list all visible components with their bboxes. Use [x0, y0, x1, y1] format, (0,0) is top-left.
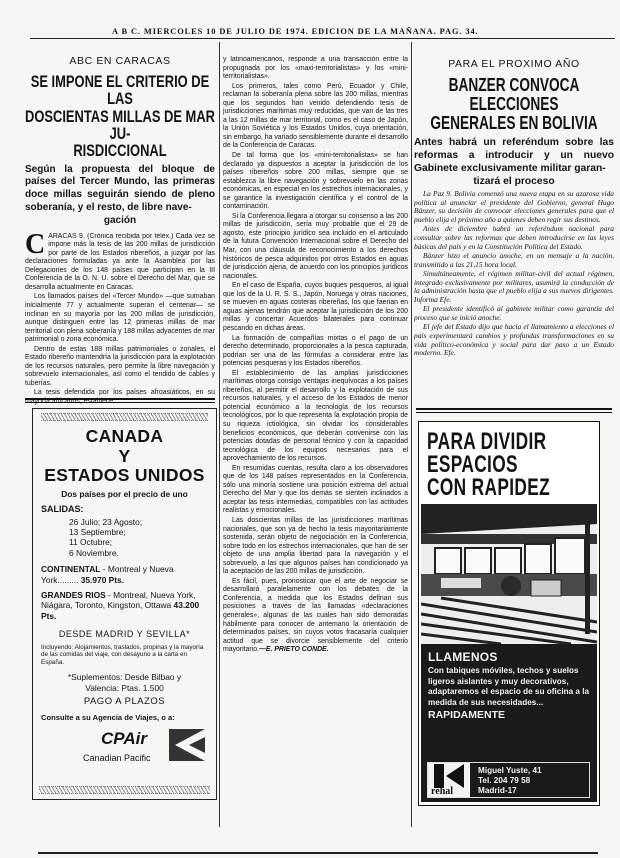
- section-rule: [25, 398, 215, 403]
- departures-label: SALIDAS:: [41, 504, 84, 515]
- headline-line: DOSCIENTAS MILLAS DE MAR JU-: [25, 106, 215, 143]
- deck-text: Según la propuesta del bloque de países del Tercer Mundo, las primeras doce millas seguirán siendo de pleno soberanía, y el resto, de libre nave-: [25, 163, 215, 214]
- tour-grandes-rios: [41, 590, 208, 621]
- article-deck: [414, 136, 614, 189]
- departure-date: 11 Octubre;: [69, 537, 113, 548]
- article-continuation: [223, 56, 408, 828]
- paragraph: Los primeros, tales como Perú, Ecuador y Chile, reclaman la soberanía plena sobre las 200 millas, mientras que los segundos han venido defendiendo tesis de jurisdicciones marítimas muy reducidas, que van de las tres a las 12 millas de mar territorial, como es el caso de Japón, la Unión Soviética y los Estados Unidos, cuya orientación, sin embargo, ha variado sensiblemente durante el desarrollo de la Conferencia de Caracas.: [223, 82, 408, 150]
- ornament-border: [39, 786, 210, 794]
- tour-price: 43.200 Pts.: [41, 600, 200, 621]
- rehal-logo: [428, 763, 470, 797]
- tour-continental: [41, 564, 208, 585]
- departure-date: 6 Noviembre.: [69, 547, 119, 558]
- paragraph: Los llamados países del «Tercer Mundo» —que sumaban inicialmente 77 y actualmente superan el centenar— se inclinan en su mayoría por las 200 millas de jurisdicción, aunque distinguen entre las 12 primeras millas de mar territorial con plena soberanía y 188 millas adyacentes de mar patrimonial o zona económica.: [25, 293, 215, 344]
- paragraph: De tal forma que los «mini-territorialistas» se han declarado ya dispuestos a aceptar la jurisdicción de los países ribereños sobre 200 millas, siempre que se establezca la libre navegación y sobrevuelo en las zonas económicas, en especial en los estrechos internacionales, y se garantice la investigación científica y el control de la contaminación.: [223, 152, 408, 211]
- ad-tagline: Dos países por el precio de uno: [61, 488, 188, 499]
- ad-title: [427, 430, 550, 499]
- ad-title: ESTADOS UNIDOS: [44, 465, 205, 486]
- ad-title: CANADA: [85, 426, 164, 446]
- ad-rehal: [418, 421, 600, 806]
- tour-name: GRANDES RIOS: [41, 590, 106, 601]
- headline-line: BANZER CONVOCA ELECCIONES: [448, 74, 580, 114]
- paragraph: Bánzer hizo el anuncio anoche, en un mensaje a la nación, transmitido a las 21,15 hora local.: [414, 251, 614, 269]
- paragraph: El jefe del Estado dijo que hacia el llamamiento a elecciones el país experimentará cambios y profundas transformaciones en su vida político-económica y social para dar paso a un Estado moderno. Efe.: [414, 322, 614, 358]
- paragraph: La Paz 9. Bolivia comenzó una nueva etapa en su azarosa vida política al anunciar el presidente del Gobierno, general Hugo Bánzer, su decisión de convocar elecciones generales para que el pueblo elija el próximo año a quienes deben regir sus destinos.: [414, 190, 614, 224]
- address-line: Miguel Yuste, 41: [478, 766, 542, 775]
- tour-route: - Montreal, Nueva York, Niágara, Toronto, Kingston, Ottawa: [41, 590, 196, 611]
- brand-sub: Canadian Pacific: [83, 753, 151, 764]
- cpair-emblem-icon: [169, 727, 205, 763]
- ad-title: Y: [118, 445, 131, 466]
- paragraph: Antes de diciembre habrá un referéndum nacional para consultar sobre las reformas que deben introducirse en las leyes básicas del país y en la Constitución Política del Estado.: [414, 224, 614, 251]
- ad-payment: PAGO A PLAZOS: [83, 696, 166, 708]
- deck-text: Antes habrá un referéndum sobre las reformas a introducir y un nuevo Gabinete exclusivamente militar garan-: [414, 136, 614, 174]
- section-rule: [416, 408, 612, 413]
- paragraph: Simultáneamente, el régimen militar-civil del actual régimen, integrado exclusivamente por militares, asumirá la conducción de la administración hasta que el pueblo elija a sus nuevos dirigentes. Informa Efe.: [414, 269, 614, 304]
- departure-date: 13 Septiembre;: [69, 527, 126, 537]
- ad-call: LLAMENOS: [428, 650, 498, 664]
- article-bolivia: [414, 58, 614, 430]
- paragraph: El presidente identificó al gabinete militar como garantía del proceso que se inició anoche.: [414, 304, 614, 322]
- ad-includes: Incluyendo: Alojamientos, traslados, propinas y la mayoría de las comidas del viaje, con desayuno a la carta en España.: [41, 643, 204, 666]
- ad-callout: [421, 644, 597, 802]
- paragraph: La tesis defendida por los países afroasiáticos, en su mayoría africanos, establece: [25, 389, 215, 406]
- ad-text: Con tabiques móviles, techos y suelos ligeros aislantes y muy decorativos, adaptaremos el espacio de su oficina a la medida de sus necesidades...: [428, 666, 590, 707]
- masthead-rule: [30, 38, 615, 39]
- phone-line: Tel. 204 79 58: [478, 776, 531, 785]
- ad-supplement: *Suplementos: Desde Bilbao y Valencia: Ptas. 1.500: [67, 672, 182, 693]
- byline: —E. PRIETO CONDE.: [259, 646, 329, 654]
- cpair-logo: [41, 727, 208, 771]
- ornament-border: [41, 413, 208, 421]
- rehal-contact: [427, 762, 590, 798]
- ad-title-line: ESPACIOS: [427, 451, 518, 478]
- paragraph: Es fácil, pues, pronosticar que el arte de negociar se desarrollará paralelamente con los debates de la Conferencia, a medida que los Estados definan sus posiciones a través de las llamadas «declaraciones generales», algunas de las cuales han sido demoradas hábilmente para conocer de antemano la orientación de determinados países, sin cuyos votos fracasaría cualquier actitud que se divorcie sensiblemente del criterio mayoritario.: [223, 577, 408, 654]
- article-headline: [25, 73, 215, 160]
- address-line: Madrid-17: [478, 786, 517, 795]
- bottom-rule: [38, 852, 598, 854]
- deck-text-end: gación: [103, 214, 137, 226]
- tour-route: - Montreal y Nueva York.........: [41, 564, 174, 585]
- rehal-address: [470, 763, 542, 797]
- article-caracas: [25, 55, 215, 431]
- ad-cpair-canada: [32, 408, 217, 800]
- ad-rapid: RAPIDAMENTE: [428, 709, 506, 721]
- paragraph: Si la Conferencia llegara a otorgar su consenso a las 200 millas de jurisdicción, sería muy probable que el 29 de agosto, este principio jurídico sea incluido en el articulado de la futura Convención Internacional sobre el Derecho del Mar, con una cláusula de reconocimiento a los derechos históricos de pesca adquiridos por otros Estados en aguas de jurisdicción ajena, de acuerdo con los principios jurídicos nacionales.: [223, 212, 408, 280]
- tour-price: 35.970 Pts.: [78, 574, 125, 585]
- column-divider: [219, 42, 220, 827]
- paragraph: En el caso de España, cuyos buques pesqueros, al igual que los de la U. R. S. S., Japón, Noruega y otras naciones, se mueven en aguas costeras ribereñas, los que faenan en aguas ajenas tendrán que aceptar la jurisdicción de los 200 millas y concertar Acuerdos bilaterales para continuar pescando en dichas áreas.: [223, 282, 408, 332]
- rehal-k-icon: [434, 764, 464, 788]
- headline-line: RISDICCIONAL: [73, 141, 167, 161]
- article-deck: [25, 164, 215, 228]
- logo-text: rehal: [431, 786, 454, 797]
- article-body: [414, 190, 614, 430]
- column-divider: [411, 42, 412, 827]
- headline-line: SE IMPONE EL CRITERIO DE LAS: [30, 72, 210, 109]
- drop-cap: C: [25, 232, 46, 260]
- article-headline: [414, 76, 614, 133]
- ad-title-line: PARA DIVIDIR: [427, 428, 547, 455]
- article-kicker: PARA EL PROXIMO AÑO: [448, 58, 580, 70]
- page-masthead: A B C. MIERCOLES 10 DE JULIO DE 1974. EDICION DE LA MAÑANA. PAG. 34.: [112, 27, 479, 36]
- ad-origin: DESDE MADRID Y SEVILLA*: [58, 629, 191, 640]
- headline-line: GENERALES EN BOLIVIA: [430, 111, 598, 133]
- paragraph: El establecimiento de las amplias jurisdicciones marítimas otorga consigo ventajas inequívocas a los países ribereños, al permitir el desarrollo y la explotación de sus recursos naturales, y el acceso de los Estados de menor potencial económico a la tecnología de los recursos tecnológicos, por lo que representa la explotación propia de su riqueza ictiológica, sin olvidar los considerables beneficios económicos, que deberán convenirse con las potencias dotadas de personal técnico y con la capacidad tecnológica de los equipos necesarios para el aprovechamiento de los recursos.: [223, 369, 408, 463]
- departures-list: [69, 517, 208, 559]
- deck-text-end: tizará el proceso: [473, 176, 555, 188]
- ad-contact: Consulte a su Agencia de Viajes, o a:: [41, 712, 175, 722]
- paragraph: La formación de compañías mixtas o el pago de un derecho determinado, proporcionales a la pesca capturada, podrían ser una de las fórmulas a considerar entre las potencias pesqueras y los Estados ribereños.: [223, 334, 408, 368]
- paragraph: Las doscientas millas de las jurisdicciones marítimas nacionales, que son ya de hecho la tesis mayoritariamente sostenida, serán objeto de negociación en la Conferencia, sobre todo en los estrechos internacionales, que han de ser objeto de una amplia libertad para la navegación y el sobrevuelo, a las que algunos países han condicionado ya la aceptación de las 200 millas de jurisdicción.: [223, 516, 408, 576]
- departure-date: 26 Julio; 23 Agosto;: [69, 516, 143, 527]
- article-kicker: ABC EN CARACAS: [69, 55, 171, 67]
- ad-title-line: CON RAPIDEZ: [427, 474, 551, 501]
- brand-name: CPAir: [101, 729, 147, 749]
- paragraph: Dentro de estas 188 millas patrimoniales o zonales, el Estado ribereño mantendría la jurisdicción para la explotación de los recursos naturales, pero permite la libre navegación y sobrevuelo internacionales, así como el tendido de cables y tuberías.: [25, 345, 215, 387]
- paragraph: y latinoamericanos, responde a una transacción entre la propugnada por los «maxi-territorialistas» y los «mini-territorialistas».: [223, 56, 408, 81]
- tour-name: CONTINENTAL: [41, 564, 101, 575]
- paragraph: En resumidas cuentas, resulta claro a los observadores que de los 148 países representados en la Conferencia, sólo una minoría sostiene una posición extrema del actual Derecho del Mar y que los demás se sienten inclinados a aceptar las tesis intermedias, compatibles con las actitudes realistas y emocionales.: [223, 464, 408, 515]
- office-interior-photo: [421, 504, 597, 644]
- paragraph: ARACAS 9. (Crónica recibida por télex.) Cada vez se impone más la tesis de las 200 millas de jurisdicción por parte de los Estados ribereños, a juzgar por las declaraciones formuladas ya ante la Asamblea por las Delegaciones de los 148 países que participan en la III Conferencia de la O. N. U. sobre el Derecho del Mar, que se desarrolla actualmente en Caracas.: [25, 232, 215, 291]
